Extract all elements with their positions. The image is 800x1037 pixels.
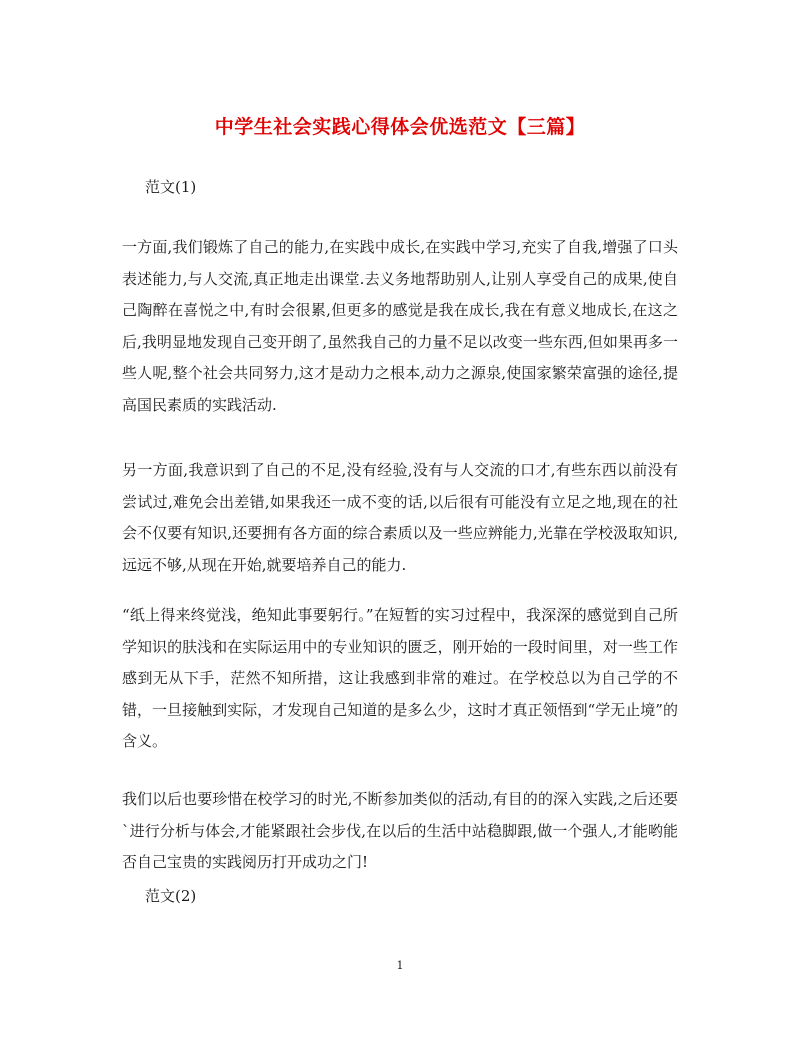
paragraph-4: 我们以后也要珍惜在校学习的时光,不断参加类似的活动,有目的的深入实践,之后还要`进行分析与体会,才能紧跟社会步伐,在以后的生活中站稳脚跟,做一个强人,才能哟能否自己宝贵的实践阅历打开成功之门! <box>122 790 678 871</box>
section-heading-2: 范文(2) <box>145 887 197 905</box>
section-heading-1: 范文(1) <box>145 178 197 196</box>
paragraph-3: “纸上得来终觉浅，绝知此事要躬行。”在短暂的实习过程中，我深深的感觉到自己所学知识的肤浅和在实际运用中的专业知识的匮乏，刚开始的一段时间里，对一些工作感到无从下手，茫然不知所措，这让我感到非常的难过。在学校总以为自己学的不错，一旦接触到实际，才发现自己知道的是多么少，这时才真正领悟到“学无止境”的含义。 <box>122 606 678 750</box>
paragraph-2: 另一方面,我意识到了自己的不足,没有经验,没有与人交流的口才,有些东西以前没有尝试过,难免会出差错,如果我还一成不变的话,以后很有可能没有立足之地,现在的社会不仅要有知识,还要拥有各方面的综合素质以及一些应辨能力,光靠在学校汲取知识,远远不够,从现在开始,就要培养自己的能力. <box>122 461 678 574</box>
paragraph-1: 一方面,我们锻炼了自己的能力,在实践中成长,在实践中学习,充实了自我,增强了口头表述能力,与人交流,真正地走出课堂.去义务地帮助别人,让别人享受自己的成果,使自己陶醉在喜悦之中,有时会很累,但更多的感觉是我在成长,我在有意义地成长,在这之后,我明显地发现自己变开朗了,虽然我自己的力量不足以改变一些东西,但如果再多一些人呢,整个社会共同努力,这才是动力之根本,动力之源泉,使国家繁荣富强的途径,提高国民素质的实践活动. <box>122 238 678 414</box>
page-number: 1 <box>396 959 404 972</box>
document-title: 中学生社会实践心得体会优选范文【三篇】 <box>214 116 586 138</box>
